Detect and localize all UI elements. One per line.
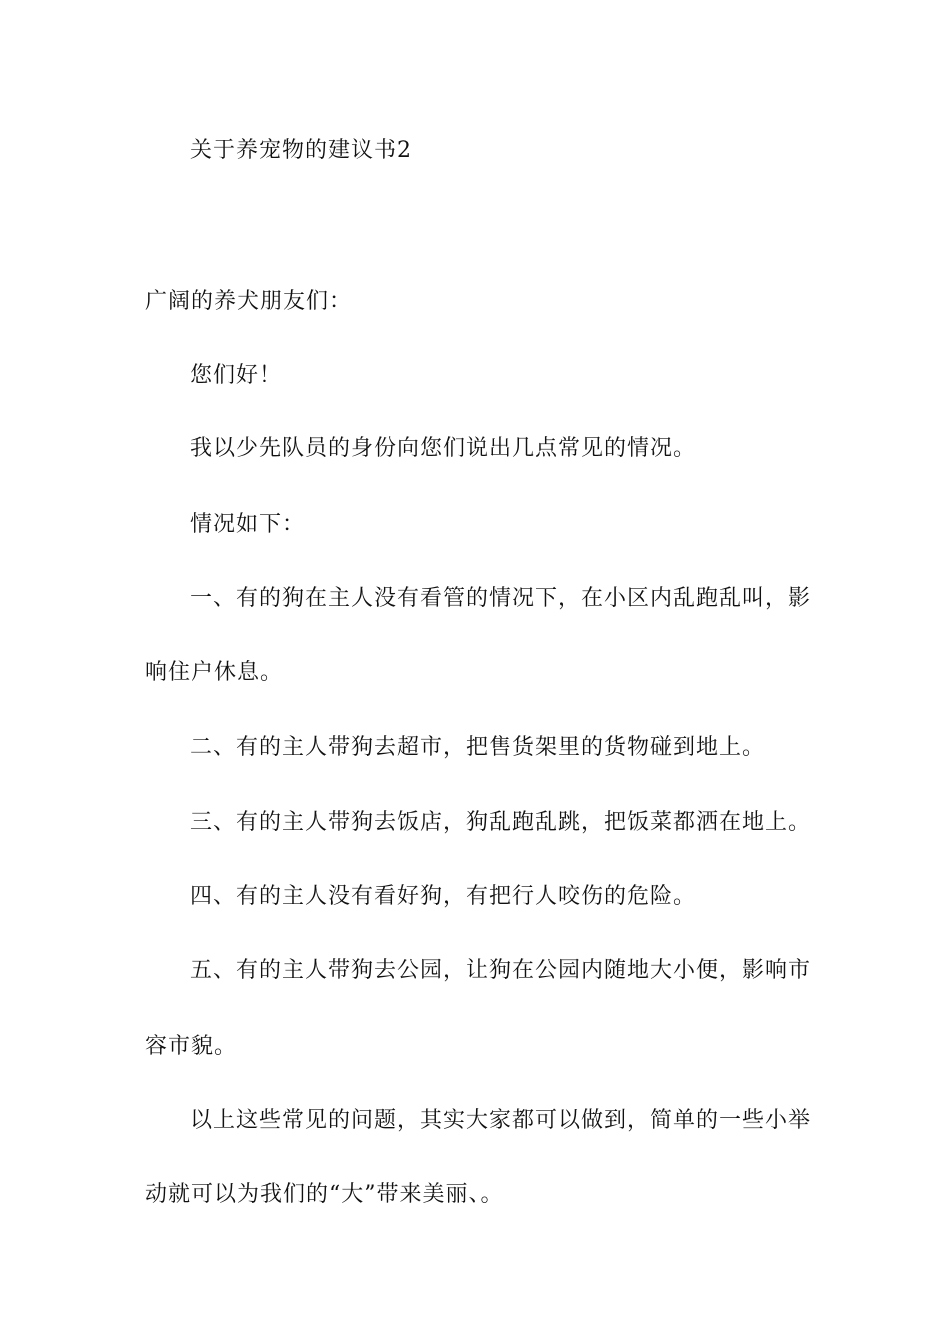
item-5-line-1: 五、有的主人带狗去公园，让狗在公园内随地大小便，影响市 <box>190 958 812 983</box>
salutation: 广阔的养犬朋友们： <box>145 289 353 314</box>
item-3: 三、有的主人带狗去饭店，狗乱跑乱跳，把饭菜都洒在地上。 <box>190 810 812 835</box>
greeting: 您们好！ <box>190 363 283 388</box>
item-2: 二、有的主人带狗去超市，把售货架里的货物碰到地上。 <box>190 735 766 760</box>
situations-heading: 情况如下： <box>190 512 306 537</box>
conclusion-line-1: 以上这些常见的问题，其实大家都可以做到，简单的一些小举 <box>190 1108 812 1133</box>
conclusion-line-2: 动就可以为我们的“大”带来美丽、。 <box>145 1182 504 1207</box>
item-4: 四、有的主人没有看好狗，有把行人咬伤的危险。 <box>190 884 697 909</box>
item-1-line-2: 响住户休息。 <box>145 660 284 685</box>
document-title: 关于养宠物的建议书2 <box>190 138 412 163</box>
item-1-line-1: 一、有的狗在主人没有看管的情况下，在小区内乱跑乱叫，影 <box>190 586 812 611</box>
intro-paragraph: 我以少先队员的身份向您们说出几点常见的情况。 <box>190 436 697 461</box>
item-5-line-2: 容市貌。 <box>145 1034 238 1059</box>
